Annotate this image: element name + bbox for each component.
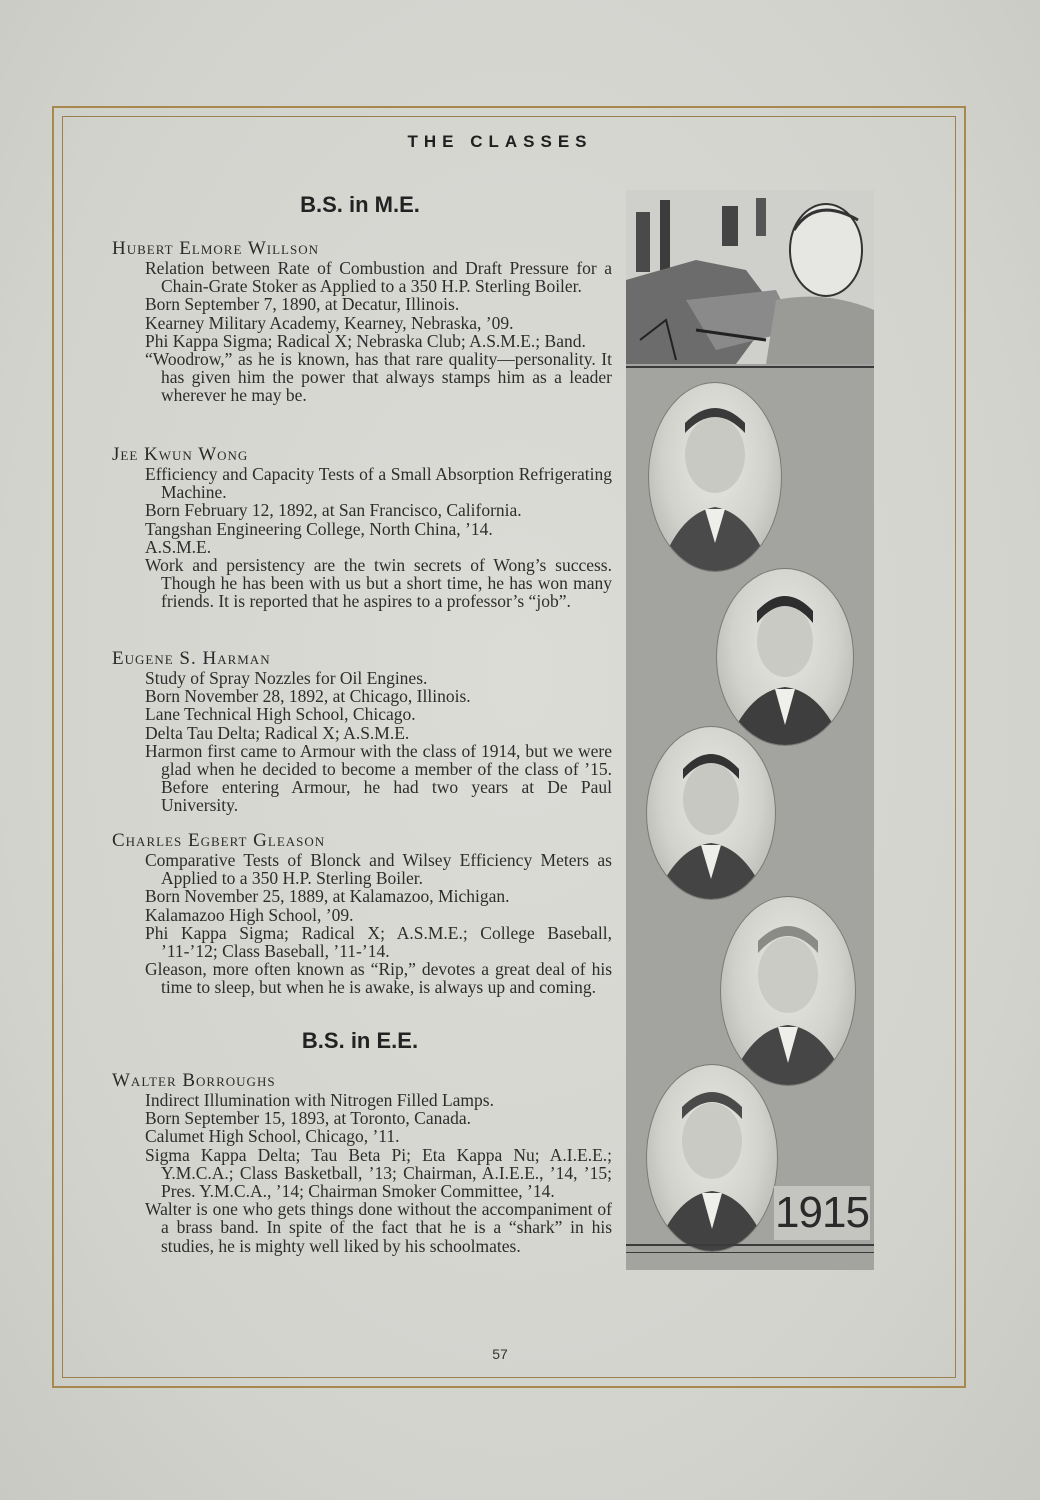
- entry-borroughs: [112, 1070, 612, 1255]
- affiliations: Sigma Kappa Delta; Tau Beta Pi; Eta Kappa Nu; A.I.E.E.; Y.M.C.A.; Class Basketball, ’13; Chairman, A.I.E.E., ’14, ’15; Pres. Y.M.C.A., ’14; Chairman Smoker Committee, ’14.: [145, 1144, 612, 1202]
- birth-info: Born September 15, 1893, at Toronto, Canada.: [145, 1108, 472, 1129]
- biography: Gleason, more often known as “Rip,” devotes a great deal of his time to sleep, but when he is awake, is always up and coming.: [145, 959, 612, 998]
- page-number: 57: [492, 1346, 508, 1362]
- column-rule-bottom-1: [626, 1244, 874, 1246]
- affiliations: Phi Kappa Sigma; Radical X; Nebraska Club; A.S.M.E.; Band.: [145, 330, 586, 351]
- portrait-figure-5: [647, 1065, 777, 1251]
- student-name: Hubert Elmore Willson: [112, 238, 319, 259]
- portrait-photo-5: [646, 1064, 778, 1252]
- entry-harman: [112, 648, 612, 815]
- biography: Work and persistency are the twin secrets of Wong’s success. Though he has been with us but a short time, he has won many friends. It is reported that he aspires to a professor’s “job”.: [145, 555, 612, 612]
- entry-willson: [112, 238, 612, 405]
- affiliations: A.S.M.E.: [145, 536, 212, 557]
- portrait-photo-2: [716, 568, 854, 746]
- birth-info: Born November 25, 1889, at Kalamazoo, Michigan.: [145, 886, 510, 907]
- student-name: Walter Borroughs: [112, 1070, 276, 1091]
- prior-school: Kearney Military Academy, Kearney, Nebraska, ’09.: [145, 312, 514, 333]
- birth-info: Born February 12, 1892, at San Francisco, California.: [145, 500, 522, 521]
- thesis-title: Comparative Tests of Blonck and Wilsey Efficiency Meters as Applied to a 350 H.P. Sterling Boiler.: [145, 850, 612, 889]
- portrait-photo-1: [648, 382, 782, 572]
- portrait-figure-3: [647, 727, 775, 899]
- student-name: Eugene S. Harman: [112, 648, 271, 669]
- biography: Walter is one who gets things done without the accompaniment of a brass band. In spite of the fact that he is a “shark” in his studies, he is mighty well liked by his schoolmates.: [145, 1199, 612, 1256]
- column-rule-bottom-2: [626, 1252, 874, 1253]
- biography: “Woodrow,” as he is known, has that rare quality—personality. It has given him the power that always stamps him as a leader wherever he may be.: [145, 349, 612, 406]
- biography: Harmon first came to Armour with the class of 1914, but we were glad when he decided to become a member of the class of ’15. Before entering Armour, he had two years at De Paul University.: [145, 740, 612, 816]
- student-name: Charles Egbert Gleason: [112, 830, 326, 851]
- prior-school: Calumet High School, Chicago, ’11.: [145, 1126, 400, 1147]
- thesis-title: Relation between Rate of Combustion and Draft Pressure for a Chain-Grate Stoker as Applied to a 350 H.P. Sterling Boiler.: [145, 258, 612, 297]
- portrait-figure-2: [717, 569, 853, 745]
- thesis-title: Study of Spray Nozzles for Oil Engines.: [145, 668, 428, 688]
- entry-wong: [112, 444, 612, 611]
- portrait-photo-3: [646, 726, 776, 900]
- portrait-figure-1: [649, 383, 781, 571]
- entry-gleason: [112, 830, 612, 997]
- column-rule-top: [626, 366, 874, 368]
- section-heading-ee: B.S. in E.E.: [301, 1028, 419, 1053]
- student-name: Jee Kwun Wong: [112, 444, 249, 465]
- section-heading-me: B.S. in M.E.: [300, 192, 420, 217]
- prior-school: Lane Technical High School, Chicago.: [145, 704, 416, 725]
- thesis-title: Indirect Illumination with Nitrogen Filled Lamps.: [145, 1090, 494, 1110]
- class-year: 1915: [775, 1188, 869, 1237]
- birth-info: Born September 7, 1890, at Decatur, Illinois.: [145, 294, 460, 315]
- affiliations: Phi Kappa Sigma; Radical X; A.S.M.E.; College Baseball, ’11-’12; Class Baseball, ’11-’14.: [145, 922, 612, 962]
- portrait-photo-4: [720, 896, 856, 1086]
- running-head: THE CLASSES: [407, 132, 593, 151]
- prior-school: Tangshan Engineering College, North China, ’14.: [145, 518, 493, 539]
- birth-info: Born November 28, 1892, at Chicago, Illinois.: [145, 686, 471, 707]
- sketch-drawing: [626, 190, 874, 364]
- industrial-sketch-illustration: [626, 190, 874, 364]
- portrait-figure-4: [721, 897, 855, 1085]
- portrait-column: [626, 190, 874, 1270]
- affiliations: Delta Tau Delta; Radical X; A.S.M.E.: [145, 722, 410, 743]
- thesis-title: Efficiency and Capacity Tests of a Small Absorption Refrigerating Machine.: [145, 464, 612, 503]
- prior-school: Kalamazoo High School, ’09.: [145, 904, 354, 925]
